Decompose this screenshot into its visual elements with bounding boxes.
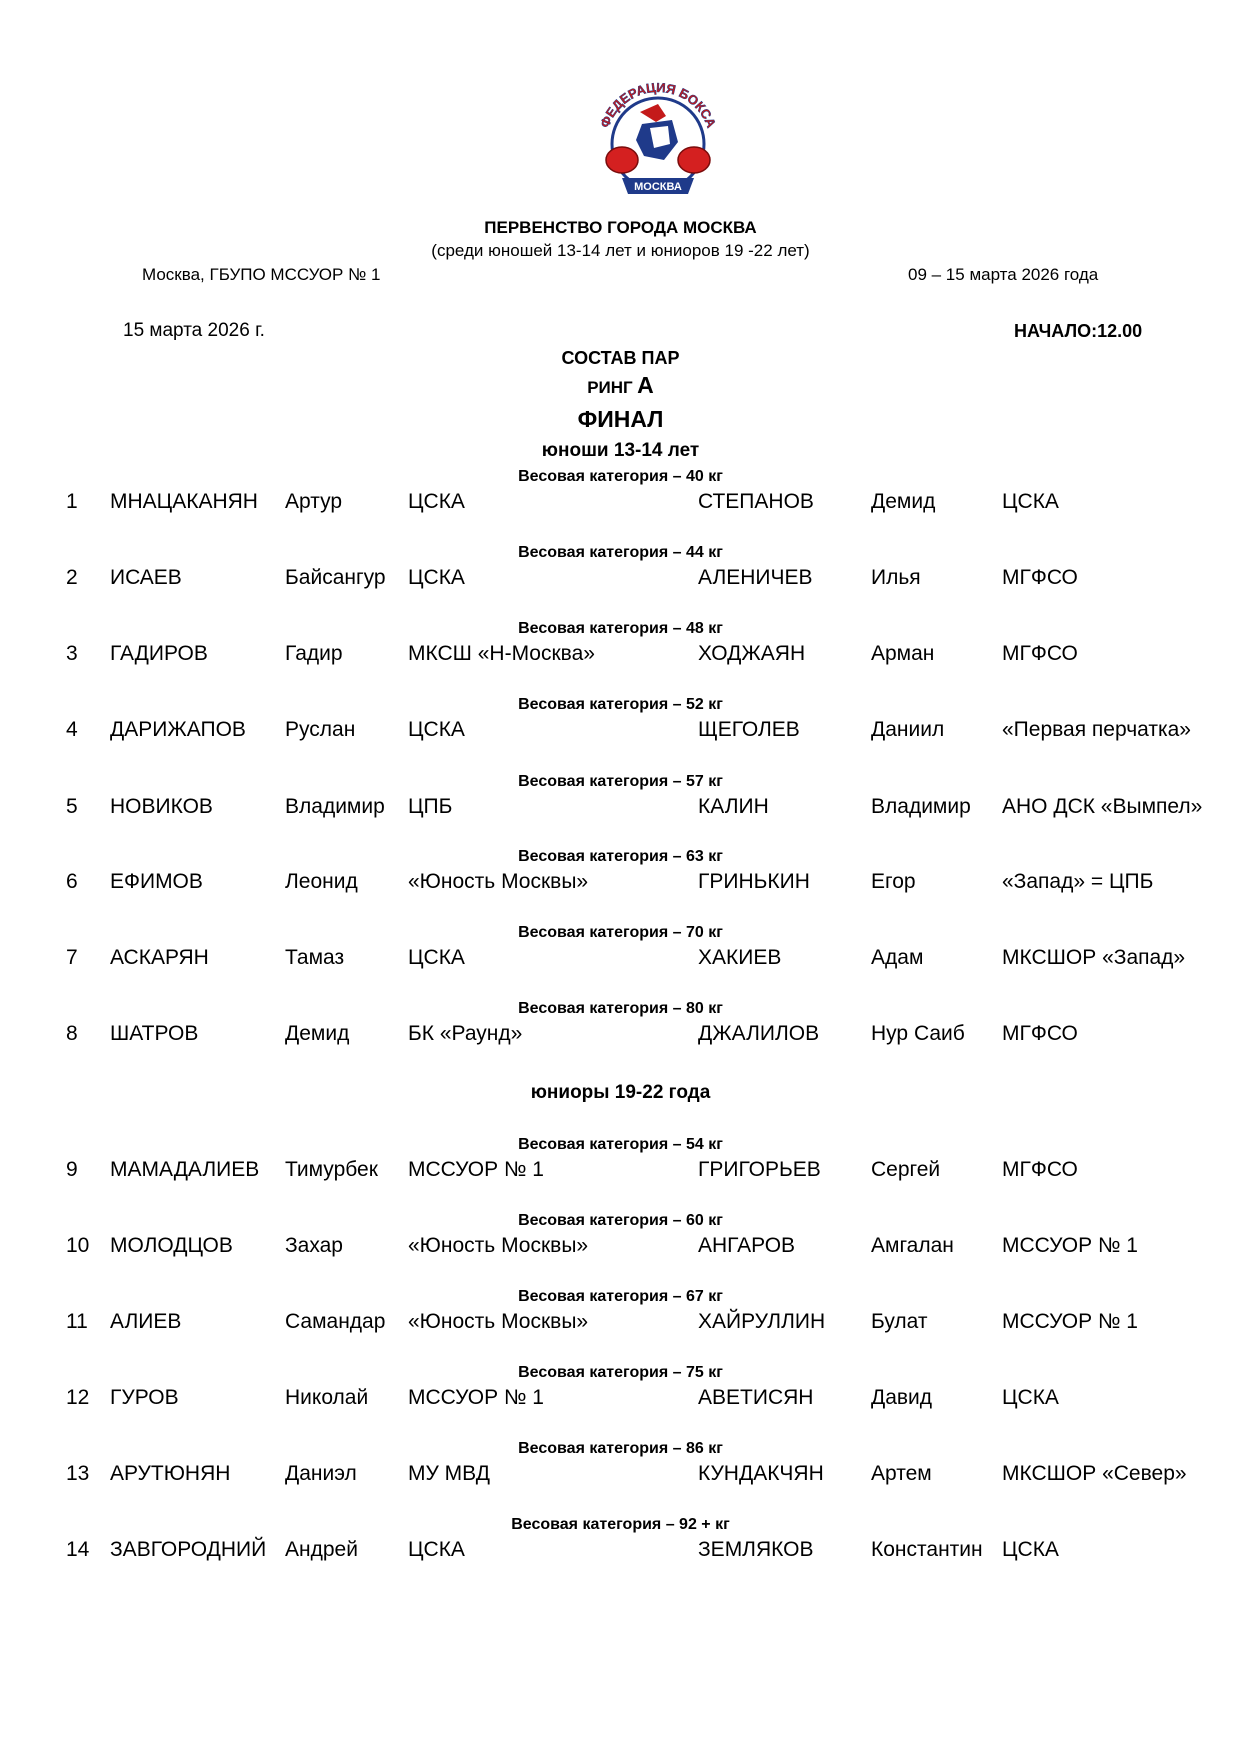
red-corner-surname: АЛИЕВ [110, 1310, 182, 1333]
blue-corner-name: Сергей [871, 1158, 941, 1181]
red-corner-surname: ДАРИЖАПОВ [110, 718, 246, 741]
event-dates: 09 – 15 марта 2026 года [908, 265, 1099, 284]
blue-corner-surname: ДЖАЛИЛОВ [698, 1022, 820, 1045]
bout-number: 13 [66, 1462, 90, 1485]
bout-number: 12 [66, 1386, 90, 1409]
weight-category: Весовая категория – 63 кг [518, 848, 723, 865]
ring-heading [0, 372, 1241, 399]
red-corner-surname: МОЛОДЦОВ [110, 1234, 233, 1257]
blue-corner-club: ЦСКА [1002, 490, 1059, 513]
weight-category: Весовая категория – 80 кг [518, 1000, 723, 1017]
weight-category: Весовая категория – 67 кг [518, 1288, 723, 1305]
weight-category: Весовая категория – 44 кг [518, 544, 723, 561]
blue-corner-surname: ХАЙРУЛЛИН [698, 1310, 826, 1333]
weight-category: Весовая категория – 57 кг [518, 773, 723, 790]
red-corner-club: МКСШ «Н-Москва» [408, 642, 595, 665]
red-corner-surname: НОВИКОВ [110, 795, 213, 818]
blue-corner-club: МКСШОР «Север» [1002, 1462, 1187, 1485]
bout-number: 5 [66, 795, 78, 818]
ring-letter: А [637, 372, 654, 398]
red-corner-name: Демид [285, 1022, 350, 1045]
blue-corner-surname: ЗЕМЛЯКОВ [698, 1538, 814, 1561]
bout-number: 10 [66, 1234, 90, 1257]
red-corner-surname: ГУРОВ [110, 1386, 179, 1409]
blue-corner-name: Даниил [871, 718, 945, 741]
bout-number: 3 [66, 642, 78, 665]
blue-corner-club: МКСШОР «Запад» [1002, 946, 1186, 969]
section-title: СОСТАВ ПАР [561, 348, 680, 368]
red-corner-club: ЦПБ [408, 795, 453, 818]
red-corner-surname: АРУТЮНЯН [110, 1462, 231, 1485]
blue-corner-club: АНО ДСК «Вымпел» [1002, 795, 1203, 818]
weight-category: Весовая категория – 54 кг [518, 1136, 723, 1153]
blue-corner-club: ЦСКА [1002, 1538, 1059, 1561]
bout-number: 14 [66, 1538, 90, 1561]
blue-corner-name: Амгалан [871, 1234, 954, 1257]
red-corner-club: «Юность Москвы» [408, 1234, 589, 1257]
red-corner-club: МССУОР № 1 [408, 1158, 544, 1181]
blue-corner-name: Егор [871, 870, 916, 893]
blue-corner-surname: АЛЕНИЧЕВ [698, 566, 813, 589]
blue-corner-surname: ХОДЖАЯН [698, 642, 806, 665]
bout-number: 9 [66, 1158, 78, 1181]
blue-corner-name: Арман [871, 642, 935, 665]
red-corner-name: Руслан [285, 718, 356, 741]
red-corner-name: Артур [285, 490, 343, 513]
weight-category: Весовая категория – 92 + кг [511, 1516, 730, 1533]
blue-corner-surname: КАЛИН [698, 795, 769, 818]
weight-category: Весовая категория – 86 кг [518, 1440, 723, 1457]
weight-category: Весовая категория – 52 кг [518, 696, 723, 713]
red-corner-name: Даниэл [285, 1462, 357, 1485]
blue-corner-name: Давид [871, 1386, 933, 1409]
red-corner-name: Захар [285, 1234, 343, 1257]
red-corner-name: Байсангур [285, 566, 386, 589]
blue-corner-name: Адам [871, 946, 924, 969]
red-corner-surname: МАМАДАЛИЕВ [110, 1158, 260, 1181]
blue-corner-club: ЦСКА [1002, 1386, 1059, 1409]
red-corner-club: «Юность Москвы» [408, 870, 589, 893]
stage-title: ФИНАЛ [577, 406, 664, 432]
red-corner-name: Гадир [285, 642, 343, 665]
red-corner-surname: ЗАВГОРОДНИЙ [110, 1538, 267, 1561]
bout-date: 15 марта 2026 г. [123, 320, 265, 341]
red-corner-club: ЦСКА [408, 1538, 465, 1561]
red-corner-surname: ЕФИМОВ [110, 870, 203, 893]
red-corner-club: МССУОР № 1 [408, 1386, 544, 1409]
red-corner-club: ЦСКА [408, 946, 465, 969]
red-corner-name: Тамаз [285, 946, 345, 969]
blue-corner-club: МГФСО [1002, 1022, 1078, 1045]
blue-corner-club: МССУОР № 1 [1002, 1234, 1138, 1257]
red-corner-name: Николай [285, 1386, 369, 1409]
red-corner-surname: МНАЦАКАНЯН [110, 490, 258, 513]
blue-corner-name: Нур Саиб [871, 1022, 965, 1045]
bout-number: 6 [66, 870, 78, 893]
blue-corner-surname: ГРИНЬКИН [698, 870, 810, 893]
blue-corner-name: Демид [871, 490, 936, 513]
event-title: ПЕРВЕНСТВО ГОРОДА МОСКВА [484, 218, 757, 237]
red-corner-name: Андрей [285, 1538, 358, 1561]
bout-number: 1 [66, 490, 78, 513]
blue-corner-club: «Первая перчатка» [1002, 718, 1191, 741]
group-title: юноши 13-14 лет [541, 440, 700, 461]
blue-corner-club: «Запад» = ЦПБ [1002, 870, 1154, 893]
red-corner-club: «Юность Москвы» [408, 1310, 589, 1333]
weight-category: Весовая категория – 60 кг [518, 1212, 723, 1229]
weight-category: Весовая категория – 75 кг [518, 1364, 723, 1381]
red-corner-surname: ШАТРОВ [110, 1022, 199, 1045]
federation-logo [592, 82, 724, 200]
bout-number: 11 [66, 1310, 88, 1333]
blue-corner-club: МГФСО [1002, 566, 1078, 589]
blue-corner-name: Илья [871, 566, 921, 589]
event-subtitle: (среди юношей 13-14 лет и юниоров 19 -22 лет) [431, 241, 810, 260]
red-corner-surname: ИСАЕВ [110, 566, 182, 589]
blue-corner-club: МССУОР № 1 [1002, 1310, 1138, 1333]
weight-category: Весовая категория – 70 кг [518, 924, 723, 941]
red-corner-club: ЦСКА [408, 566, 465, 589]
blue-corner-name: Константин [871, 1538, 983, 1561]
red-corner-club: БК «Раунд» [408, 1022, 523, 1045]
bout-number: 4 [66, 718, 78, 741]
red-corner-name: Самандар [285, 1310, 386, 1333]
blue-corner-name: Владимир [871, 795, 971, 818]
bout-number: 7 [66, 946, 78, 969]
venue: Москва, ГБУПО МССУОР № 1 [142, 265, 381, 284]
bout-number: 2 [66, 566, 78, 589]
blue-corner-name: Булат [871, 1310, 928, 1333]
group-title: юниоры 19-22 года [530, 1082, 711, 1103]
weight-category: Весовая категория – 48 кг [518, 620, 723, 637]
blue-corner-club: МГФСО [1002, 642, 1078, 665]
logo-banner-text: МОСКВА [634, 181, 682, 193]
red-corner-surname: АСКАРЯН [110, 946, 209, 969]
blue-corner-surname: АНГАРОВ [698, 1234, 796, 1257]
blue-corner-surname: ХАКИЕВ [698, 946, 782, 969]
weight-category: Весовая категория – 40 кг [518, 468, 723, 485]
blue-corner-surname: ЩЕГОЛЕВ [698, 718, 800, 741]
bout-number: 8 [66, 1022, 78, 1045]
start-time: НАЧАЛО:12.00 [1014, 321, 1143, 341]
red-corner-club: МУ МВД [408, 1462, 490, 1485]
red-corner-name: Владимир [285, 795, 385, 818]
red-corner-club: ЦСКА [408, 490, 465, 513]
blue-corner-surname: КУНДАКЧЯН [698, 1462, 824, 1485]
blue-corner-name: Артем [871, 1462, 932, 1485]
red-corner-club: ЦСКА [408, 718, 465, 741]
blue-corner-club: МГФСО [1002, 1158, 1078, 1181]
blue-corner-surname: ГРИГОРЬЕВ [698, 1158, 821, 1181]
ring-label: РИНГ [587, 378, 633, 397]
red-corner-surname: ГАДИРОВ [110, 642, 208, 665]
red-corner-name: Леонид [285, 870, 358, 893]
blue-corner-surname: АВЕТИСЯН [698, 1386, 814, 1409]
logo-arc-text: ФЕДЕРАЦИЯ БОКСА [596, 82, 720, 130]
red-corner-name: Тимурбек [285, 1158, 378, 1181]
blue-corner-surname: СТЕПАНОВ [698, 490, 814, 513]
